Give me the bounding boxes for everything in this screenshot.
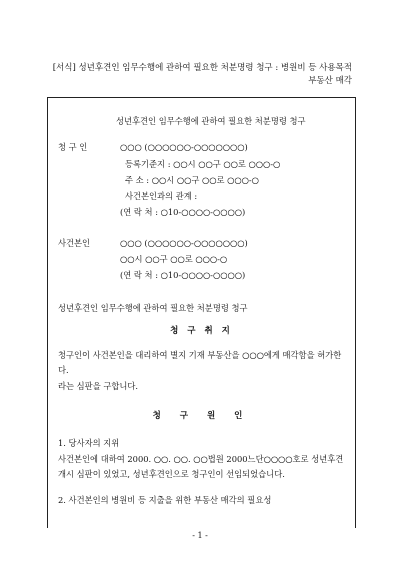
document-title: 성년후견인 임무수행에 관하여 필요한 처분명령 청구: [116, 116, 306, 126]
section-1-title: 1. 당사자의 지위: [58, 438, 120, 448]
case-title: 성년후견인 임무수행에 관하여 필요한 처분명령 청구: [58, 303, 248, 313]
claimant-address: 주 소 : ○○시 ○○구 ○○로 ○○○-○: [125, 175, 259, 185]
header-line-1: [서식] 성년후견인 임무수행에 관하여 필요한 처분명령 청구 : 병원비 등 사용목적: [52, 63, 352, 73]
section-1-text: 사건본인에 대하여 2000. ○○. ○○. ○○법원 2000느단○○○○호로 성년후견개시 심판이 있었고, 성년후견인으로 청구인이 선임되었습니다.: [58, 454, 344, 479]
purpose-heading: 청 구 취 지: [170, 326, 233, 336]
subject-contact: (연 락 처 : ○10-○○○○-○○○○): [120, 270, 246, 280]
document-frame: [47, 97, 356, 528]
claimant-relation: 사건본인과의 관계 :: [125, 191, 198, 201]
claimant-registered: 등록기준지 : ○○시 ○○구 ○○로 ○○○-○: [125, 159, 281, 169]
subject-address: ○○시 ○○구 ○○로 ○○○-○: [120, 254, 228, 264]
section-2-title: 2. 사건본인의 병원비 등 지출을 위한 부동산 매각의 필요성: [58, 495, 272, 505]
purpose-text: 청구인이 사건본인을 대리하여 별지 기재 부동산을 ○○○에게 매각함을 허가한다.: [58, 350, 342, 375]
page-number: - 1 -: [192, 531, 208, 540]
claimant-contact: (연 락 처 : ○10-○○○○-○○○○): [120, 207, 246, 217]
claimant-name: ○○○ (○○○○○○-○○○○○○○): [120, 142, 248, 152]
purpose-text-2: 라는 심판을 구합니다.: [58, 381, 139, 391]
subject-name: ○○○ (○○○○○○-○○○○○○○): [120, 238, 248, 248]
header-line-2: 부동산 매각: [308, 76, 352, 86]
cause-heading: 청 구 원 인: [152, 411, 251, 421]
claimant-label: 청 구 인: [58, 142, 88, 152]
subject-label: 사건본인: [58, 238, 91, 248]
document-header: [40, 62, 352, 88]
